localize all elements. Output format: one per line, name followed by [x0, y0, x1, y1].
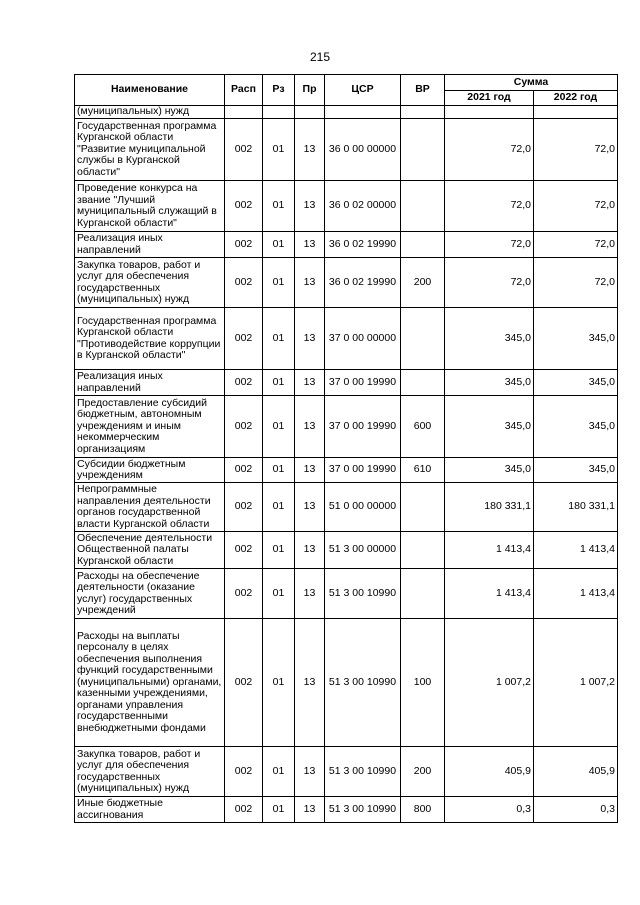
cell-csr: 51 3 00 10990: [325, 619, 401, 747]
cell-vr: [401, 370, 445, 396]
table-row: [75, 797, 618, 823]
header-2021: 2021 год: [445, 91, 534, 106]
table-row: [75, 619, 618, 747]
header-pr: Пр: [295, 75, 325, 106]
cell-csr: 37 0 00 00000: [325, 308, 401, 370]
cell-name: Иные бюджетные ассигнования: [75, 797, 225, 823]
cell-pr: 13: [295, 483, 325, 532]
cell-pr: 13: [295, 232, 325, 258]
cell-y2021: 72,0: [445, 232, 534, 258]
cell-rz: 01: [263, 483, 295, 532]
cell-rz: 01: [263, 797, 295, 823]
header-csr: ЦСР: [325, 75, 401, 106]
page-number: 215: [309, 50, 331, 64]
cell-vr: 100: [401, 619, 445, 747]
cell-pr: 13: [295, 747, 325, 797]
cell-vr: 200: [401, 258, 445, 308]
cell-y2021: 72,0: [445, 119, 534, 181]
cell-rasp: 002: [225, 797, 263, 823]
cell-rasp: 002: [225, 532, 263, 569]
cell-pr: 13: [295, 119, 325, 181]
cell-y2021: [445, 106, 534, 119]
table-row: [75, 483, 618, 532]
cell-y2022: 72,0: [534, 258, 618, 308]
cell-vr: [401, 532, 445, 569]
cell-rz: 01: [263, 370, 295, 396]
cell-pr: 13: [295, 258, 325, 308]
cell-y2022: 1 413,4: [534, 532, 618, 569]
cell-vr: [401, 483, 445, 532]
cell-y2021: 0,3: [445, 797, 534, 823]
cell-pr: 13: [295, 619, 325, 747]
cell-csr: 36 0 02 00000: [325, 181, 401, 232]
cell-rz: 01: [263, 119, 295, 181]
cell-vr: [401, 106, 445, 119]
cell-rz: 01: [263, 619, 295, 747]
cell-name: Государственная программа Курганской области "Развитие муниципальной службы в Курганской области": [75, 119, 225, 181]
cell-csr: 36 0 00 00000: [325, 119, 401, 181]
cell-csr: 51 0 00 00000: [325, 483, 401, 532]
cell-name: Реализация иных направлений: [75, 232, 225, 258]
cell-pr: 13: [295, 308, 325, 370]
cell-pr: 13: [295, 569, 325, 619]
cell-rz: 01: [263, 181, 295, 232]
cell-rz: 01: [263, 396, 295, 458]
table-row: [75, 181, 618, 232]
cell-y2022: 345,0: [534, 308, 618, 370]
cell-pr: 13: [295, 797, 325, 823]
cell-csr: 51 3 00 10990: [325, 797, 401, 823]
header-rz: Рз: [263, 75, 295, 106]
cell-vr: [401, 181, 445, 232]
table-row: [75, 532, 618, 569]
cell-y2022: 1 007,2: [534, 619, 618, 747]
cell-name: Государственная программа Курганской области "Противодействие коррупции в Курганской области": [75, 308, 225, 370]
cell-y2022: 72,0: [534, 119, 618, 181]
table-row: [75, 458, 618, 483]
cell-y2021: 180 331,1: [445, 483, 534, 532]
cell-csr: 51 3 00 10990: [325, 569, 401, 619]
cell-y2022: 345,0: [534, 396, 618, 458]
header-rasp: Расп: [225, 75, 263, 106]
cell-rz: 01: [263, 532, 295, 569]
cell-name: Реализация иных направлений: [75, 370, 225, 396]
cell-pr: 13: [295, 458, 325, 483]
header-2022: 2022 год: [534, 91, 618, 106]
table-row: [75, 258, 618, 308]
table-row: [75, 569, 618, 619]
table-row: [75, 232, 618, 258]
cell-pr: 13: [295, 370, 325, 396]
table-row: [75, 747, 618, 797]
cell-name: Проведение конкурса на звание "Лучший муниципальный служащий в Курганской области": [75, 181, 225, 232]
cell-name: Непрограммные направления деятельности органов государственной власти Курганской области: [75, 483, 225, 532]
cell-csr: [325, 106, 401, 119]
cell-rz: 01: [263, 569, 295, 619]
cell-rasp: 002: [225, 119, 263, 181]
cell-rasp: 002: [225, 619, 263, 747]
cell-name: Расходы на обеспечение деятельности (оказание услуг) государственных учреждений: [75, 569, 225, 619]
cell-y2022: 72,0: [534, 181, 618, 232]
header-name: Наименование: [75, 75, 225, 106]
cell-y2022: 0,3: [534, 797, 618, 823]
cell-rz: 01: [263, 747, 295, 797]
cell-name: Предоставление субсидий бюджетным, автономным учреждениям и иным некоммерческим организациям: [75, 396, 225, 458]
cell-y2022: 72,0: [534, 232, 618, 258]
cell-name: Закупка товаров, работ и услуг для обеспечения государственных (муниципальных) нужд: [75, 747, 225, 797]
cell-y2021: 345,0: [445, 458, 534, 483]
cell-rasp: 002: [225, 458, 263, 483]
cell-rz: 01: [263, 258, 295, 308]
cell-y2021: 405,9: [445, 747, 534, 797]
cell-rz: 01: [263, 232, 295, 258]
header-sum: Сумма: [445, 75, 618, 91]
cell-vr: [401, 119, 445, 181]
cell-csr: 36 0 02 19990: [325, 232, 401, 258]
cell-vr: 610: [401, 458, 445, 483]
cell-vr: [401, 569, 445, 619]
cell-rasp: [225, 106, 263, 119]
cell-y2021: 1 413,4: [445, 532, 534, 569]
cell-vr: [401, 308, 445, 370]
table-row: [75, 370, 618, 396]
table-row: [75, 119, 618, 181]
cell-rz: 01: [263, 308, 295, 370]
cell-y2022: 405,9: [534, 747, 618, 797]
cell-y2022: 1 413,4: [534, 569, 618, 619]
cell-rz: 01: [263, 458, 295, 483]
cell-pr: 13: [295, 181, 325, 232]
cell-csr: 37 0 00 19990: [325, 396, 401, 458]
cell-y2021: 345,0: [445, 370, 534, 396]
cell-name: Закупка товаров, работ и услуг для обеспечения государственных (муниципальных) нужд: [75, 258, 225, 308]
cell-vr: [401, 232, 445, 258]
cell-y2022: [534, 106, 618, 119]
cell-y2021: 72,0: [445, 258, 534, 308]
cell-y2021: 345,0: [445, 308, 534, 370]
cell-rasp: 002: [225, 747, 263, 797]
cell-pr: [295, 106, 325, 119]
cell-y2022: 345,0: [534, 458, 618, 483]
cell-name: Обеспечение деятельности Общественной палаты Курганской области: [75, 532, 225, 569]
cell-name: Расходы на выплаты персоналу в целях обеспечения выполнения функций государственными (муниципальными) органами, казенными учреждениями, органами управления государственными внебюджетными фондами: [75, 619, 225, 747]
cell-rasp: 002: [225, 181, 263, 232]
cell-rasp: 002: [225, 370, 263, 396]
cell-vr: 600: [401, 396, 445, 458]
cell-name: (муниципальных) нужд: [75, 106, 225, 119]
cell-csr: 37 0 00 19990: [325, 458, 401, 483]
cell-y2021: 345,0: [445, 396, 534, 458]
cell-rasp: 002: [225, 396, 263, 458]
cell-csr: 36 0 02 19990: [325, 258, 401, 308]
cell-csr: 51 3 00 10990: [325, 747, 401, 797]
cell-csr: 37 0 00 19990: [325, 370, 401, 396]
cell-y2021: 72,0: [445, 181, 534, 232]
cell-pr: 13: [295, 532, 325, 569]
table-body: [75, 106, 618, 823]
cell-pr: 13: [295, 396, 325, 458]
cell-name: Субсидии бюджетным учреждениям: [75, 458, 225, 483]
cell-rasp: 002: [225, 308, 263, 370]
table-row: [75, 396, 618, 458]
table-row: [75, 308, 618, 370]
cell-rasp: 002: [225, 483, 263, 532]
cell-y2022: 345,0: [534, 370, 618, 396]
cell-y2021: 1 007,2: [445, 619, 534, 747]
cell-y2021: 1 413,4: [445, 569, 534, 619]
cell-vr: 800: [401, 797, 445, 823]
cell-y2022: 180 331,1: [534, 483, 618, 532]
cell-vr: 200: [401, 747, 445, 797]
header-vr: ВР: [401, 75, 445, 106]
cell-rasp: 002: [225, 569, 263, 619]
cell-rz: [263, 106, 295, 119]
budget-table: [74, 74, 618, 823]
cell-rasp: 002: [225, 232, 263, 258]
cell-csr: 51 3 00 00000: [325, 532, 401, 569]
cell-rasp: 002: [225, 258, 263, 308]
table-row: [75, 106, 618, 119]
